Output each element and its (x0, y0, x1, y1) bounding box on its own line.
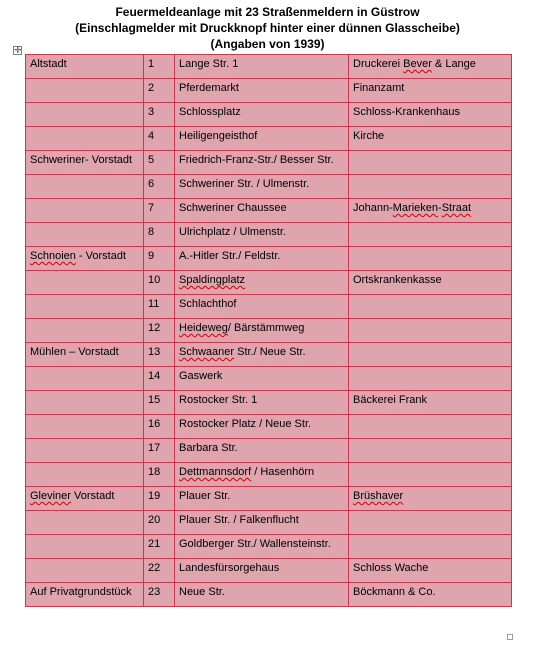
table-row (26, 271, 512, 295)
street-cell[interactable]: Plauer Str. (175, 487, 349, 511)
table-row (26, 439, 512, 463)
table-row (26, 583, 512, 607)
table-resize-handle-icon[interactable] (507, 634, 513, 640)
number-cell[interactable]: 18 (144, 463, 175, 487)
table-row (26, 367, 512, 391)
district-cell[interactable] (26, 511, 144, 535)
number-cell[interactable]: 19 (144, 487, 175, 511)
table-row (26, 463, 512, 487)
street-cell[interactable]: Schlossplatz (175, 103, 349, 127)
district-cell[interactable] (26, 295, 144, 319)
table-row (26, 343, 512, 367)
header-subtitle: (Einschlagmelder mit Druckknopf hinter einer dünnen Glasscheibe) (75, 21, 460, 35)
street-cell[interactable]: A.-Hitler Str./ Feldstr. (175, 247, 349, 271)
table-row (26, 199, 512, 223)
district-cell[interactable] (26, 103, 144, 127)
street-cell[interactable]: Barbara Str. (175, 439, 349, 463)
table-row (26, 559, 512, 583)
number-cell[interactable]: 7 (144, 199, 175, 223)
fire-alarm-table (25, 54, 512, 607)
number-cell[interactable]: 8 (144, 223, 175, 247)
street-cell[interactable]: Pferdemarkt (175, 79, 349, 103)
number-cell[interactable]: 1 (144, 55, 175, 79)
note-cell[interactable] (349, 247, 512, 271)
table-row (26, 127, 512, 151)
street-cell[interactable]: Plauer Str. / Falkenflucht (175, 511, 349, 535)
district-cell[interactable]: Gleviner Vorstadt (26, 487, 144, 511)
district-cell[interactable] (26, 175, 144, 199)
table-row (26, 223, 512, 247)
district-cell[interactable] (26, 415, 144, 439)
number-cell[interactable]: 6 (144, 175, 175, 199)
note-cell[interactable] (349, 175, 512, 199)
street-cell[interactable]: Heideweg/ Bärstämmweg (175, 319, 349, 343)
street-cell[interactable]: Goldberger Str./ Wallensteinstr. (175, 535, 349, 559)
district-cell[interactable] (26, 367, 144, 391)
district-cell[interactable] (26, 319, 144, 343)
district-cell[interactable] (26, 271, 144, 295)
note-cell[interactable]: Johann-Marieken-Straat (349, 199, 512, 223)
note-cell[interactable]: Ortskrankenkasse (349, 271, 512, 295)
note-cell[interactable]: Schloss-Krankenhaus (349, 103, 512, 127)
table-row (26, 319, 512, 343)
table-row (26, 295, 512, 319)
note-cell[interactable]: Druckerei Bever & Lange (349, 55, 512, 79)
street-cell[interactable]: Schweriner Chaussee (175, 199, 349, 223)
number-cell[interactable]: 5 (144, 151, 175, 175)
number-cell[interactable]: 12 (144, 319, 175, 343)
note-cell[interactable]: Schloss Wache (349, 559, 512, 583)
street-cell[interactable]: Schweriner Str. / Ulmenstr. (175, 175, 349, 199)
note-cell[interactable]: Böckmann & Co. (349, 583, 512, 607)
table-row (26, 511, 512, 535)
note-cell[interactable] (349, 343, 512, 367)
header-date-note: (Angaben von 1939) (210, 37, 325, 51)
district-cell[interactable]: Mühlen – Vorstadt (26, 343, 144, 367)
table-row (26, 391, 512, 415)
street-cell[interactable]: Friedrich-Franz-Str./ Besser Str. (175, 151, 349, 175)
number-cell[interactable]: 20 (144, 511, 175, 535)
district-cell[interactable] (26, 127, 144, 151)
number-cell[interactable]: 22 (144, 559, 175, 583)
note-cell[interactable]: Kirche (349, 127, 512, 151)
street-cell[interactable]: Schlachthof (175, 295, 349, 319)
street-cell[interactable]: Landesfürsorgehaus (175, 559, 349, 583)
note-cell[interactable]: Finanzamt (349, 79, 512, 103)
district-cell[interactable]: Schweriner- Vorstadt (26, 151, 144, 175)
district-cell[interactable]: Auf Privatgrundstück (26, 583, 144, 607)
number-cell[interactable]: 10 (144, 271, 175, 295)
note-cell[interactable] (349, 535, 512, 559)
street-cell[interactable]: Dettmannsdorf / Hasenhörn (175, 463, 349, 487)
document-header (0, 4, 535, 52)
district-cell[interactable] (26, 463, 144, 487)
note-cell[interactable] (349, 367, 512, 391)
table-row (26, 415, 512, 439)
street-cell[interactable]: Gaswerk (175, 367, 349, 391)
note-cell[interactable] (349, 463, 512, 487)
street-cell[interactable]: Lange Str. 1 (175, 55, 349, 79)
district-cell[interactable] (26, 559, 144, 583)
note-cell[interactable]: Brüshaver (349, 487, 512, 511)
district-cell[interactable]: Altstadt (26, 55, 144, 79)
street-cell[interactable]: Heiligengeisthof (175, 127, 349, 151)
district-cell[interactable] (26, 79, 144, 103)
district-cell[interactable] (26, 439, 144, 463)
table-row (26, 151, 512, 175)
district-cell[interactable]: Schnoien - Vorstadt (26, 247, 144, 271)
table-move-handle-icon[interactable]: ✛ (14, 45, 22, 55)
table-row (26, 79, 512, 103)
number-cell[interactable]: 14 (144, 367, 175, 391)
table-row (26, 247, 512, 271)
district-cell[interactable] (26, 535, 144, 559)
street-cell[interactable]: Rostocker Str. 1 (175, 391, 349, 415)
district-cell[interactable] (26, 199, 144, 223)
note-cell[interactable] (349, 511, 512, 535)
number-cell[interactable]: 17 (144, 439, 175, 463)
note-cell[interactable] (349, 295, 512, 319)
note-cell[interactable]: Bäckerei Frank (349, 391, 512, 415)
note-cell[interactable] (349, 223, 512, 247)
number-cell[interactable]: 23 (144, 583, 175, 607)
number-cell[interactable]: 2 (144, 79, 175, 103)
street-cell[interactable]: Spaldingplatz (175, 271, 349, 295)
district-cell[interactable] (26, 391, 144, 415)
note-cell[interactable] (349, 319, 512, 343)
street-cell[interactable]: Rostocker Platz / Neue Str. (175, 415, 349, 439)
street-cell[interactable]: Ulrichplatz / Ulmenstr. (175, 223, 349, 247)
number-cell[interactable]: 15 (144, 391, 175, 415)
number-cell[interactable]: 13 (144, 343, 175, 367)
number-cell[interactable]: 16 (144, 415, 175, 439)
note-cell[interactable] (349, 151, 512, 175)
table-row (26, 535, 512, 559)
table-row (26, 175, 512, 199)
district-cell[interactable] (26, 223, 144, 247)
table-row (26, 55, 512, 79)
table-row (26, 103, 512, 127)
number-cell[interactable]: 3 (144, 103, 175, 127)
header-title: Feuermeldeanlage mit 23 Straßenmeldern in Güstrow (115, 5, 420, 19)
number-cell[interactable]: 4 (144, 127, 175, 151)
number-cell[interactable]: 9 (144, 247, 175, 271)
street-cell[interactable]: Neue Str. (175, 583, 349, 607)
street-cell[interactable]: Schwaaner Str./ Neue Str. (175, 343, 349, 367)
number-cell[interactable]: 21 (144, 535, 175, 559)
note-cell[interactable] (349, 439, 512, 463)
number-cell[interactable]: 11 (144, 295, 175, 319)
table-row (26, 487, 512, 511)
note-cell[interactable] (349, 415, 512, 439)
